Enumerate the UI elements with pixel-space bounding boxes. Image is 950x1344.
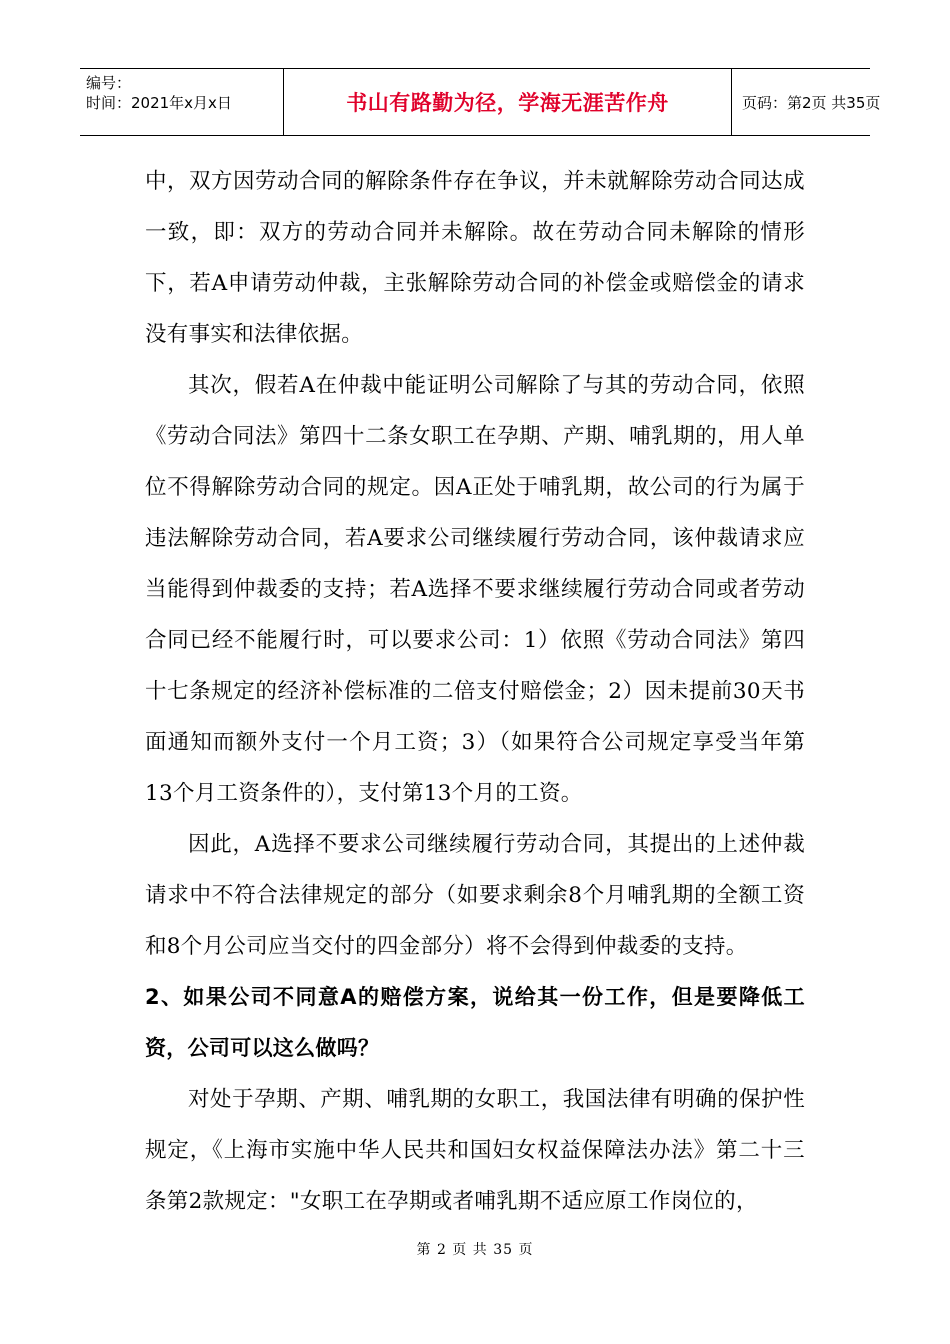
document-body [145,156,805,1227]
paragraph: 中，双方因劳动合同的解除条件存在争议，并未就解除劳动合同达成一致，即：双方的劳动合同并未解除。故在劳动合同未解除的情形下，若A申请劳动仲裁，主张解除劳动合同的补偿金或赔偿金的请求没有事实和法律依据。 [145,169,805,347]
paragraph: 其次，假若A在仲裁中能证明公司解除了与其的劳动合同，依照《劳动合同法》第四十二条女职工在孕期、产期、哺乳期的，用人单位不得解除劳动合同的规定。因A正处于哺乳期，故公司的行为属于违法解除劳动合同，若A要求公司继续履行劳动合同，该仲裁请求应当能得到仲裁委的支持；若A选择不要求继续履行劳动合同或者劳动合同已经不能履行时，可以要求公司：1）依照《劳动合同法》第四十七条规定的经济补偿标准的二倍支付赔偿金；2）因未提前30天书面通知而额外支付一个月工资；3）（如果符合公司规定享受当年第13个月工资条件的），支付第13个月的工资。 [145,373,805,806]
section-question: 2、如果公司不同意A的赔偿方案，说给其一份工作，但是要降低工资，公司可以这么做吗？ [145,985,805,1060]
page-header [80,68,881,136]
page-footer: 第 2 页 共 35 页 [416,1242,534,1258]
document-number-label: 编号： [86,74,132,92]
header-page-info: 页码：第2页 共35页 [742,93,881,112]
header-meta [80,69,284,135]
document-date: 时间：2021年x月x日 [86,94,232,112]
header-motto: 书山有路勤为径，学海无涯苦作舟 [284,69,732,135]
paragraph: 因此，A选择不要求公司继续履行劳动合同，其提出的上述仲裁请求中不符合法律规定的部分（如要求剩余8个月哺乳期的全额工资和8个月公司应当交付的四金部分）将不会得到仲裁委的支持。 [145,832,805,959]
paragraph: 对处于孕期、产期、哺乳期的女职工，我国法律有明确的保护性规定，《上海市实施中华人民共和国妇女权益保障法办法》第二十三条第2款规定："女职工在孕期或者哺乳期不适应原工作岗位的， [145,1087,805,1214]
